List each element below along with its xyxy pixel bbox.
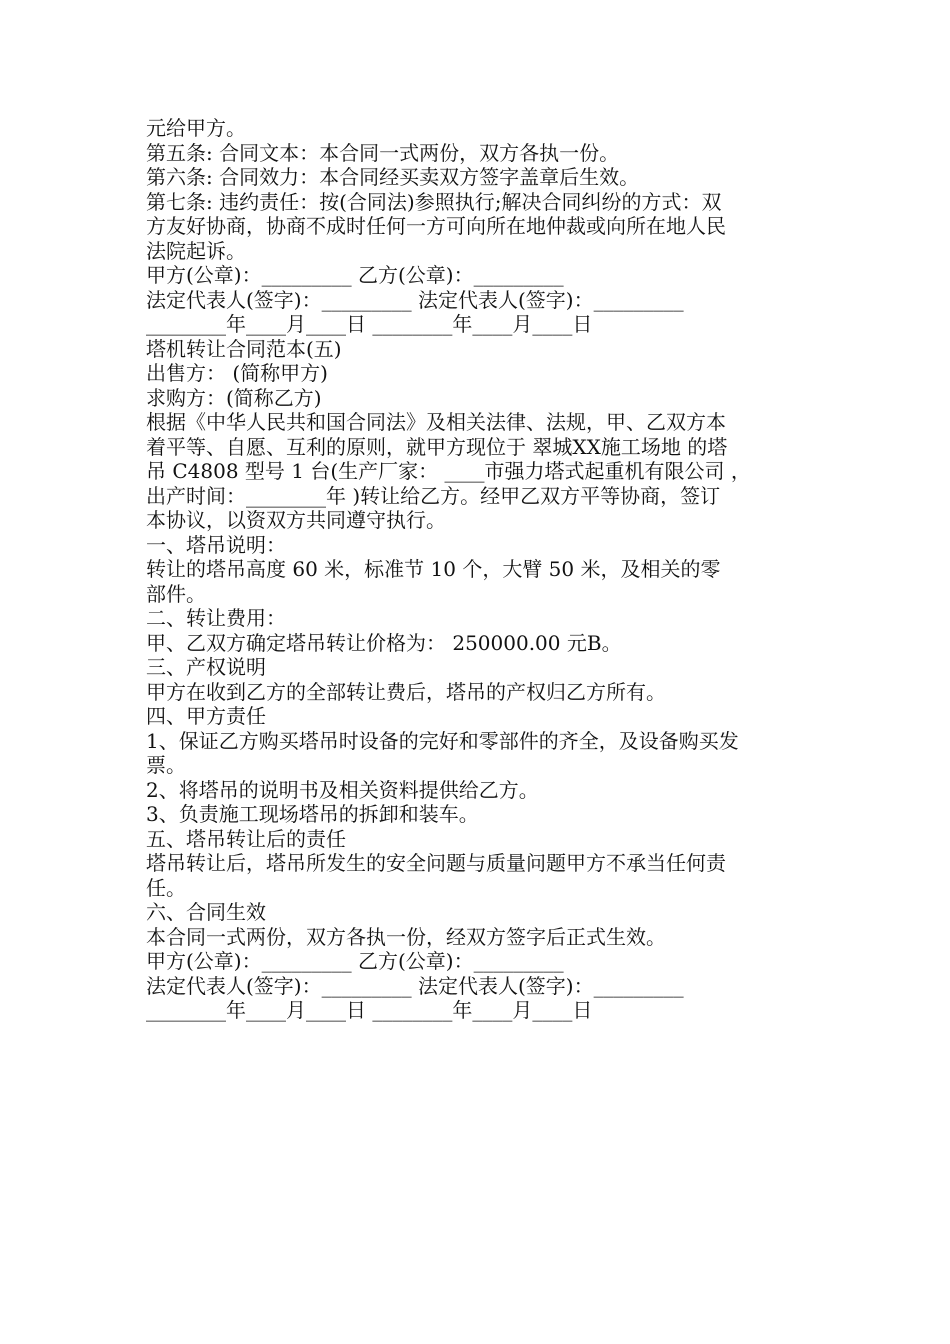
section-heading: 四、甲方责任 [146,704,266,728]
body-text: 甲方在收到乙方的全部转让费后，塔吊的产权归乙方所有。 [146,679,666,704]
body-text: 任。 [146,875,186,900]
section-title: 塔机转让合同范本(五) [146,336,342,361]
clause-5-text-contract: 第五条: 合同文本：本合同一式两份，双方各执一份。 [146,140,620,165]
section-heading: 三、产权说明 [146,655,266,679]
preamble-text: 出产时间：________年 )转让给乙方。经甲乙双方平等协商，签订 [146,483,721,508]
section-heading: 五、塔吊转让后的责任 [146,826,346,851]
seal-line: 甲方(公章)：_________ 乙方(公章)：_________ [146,263,564,287]
list-item: 票。 [146,753,186,777]
clause-6-effect: 第六条: 合同效力：本合同经买卖双方签字盖章后生效。 [146,165,640,189]
preamble-text: 着平等、自愿、互利的原则，就甲方现位于 翠城XX施工场地 的塔 [146,434,728,459]
text-line: 元给甲方。 [146,116,246,140]
representative-signature-line: 法定代表人(签字)：_________ 法定代表人(签字)：_________ [146,973,684,998]
preamble-text: 本协议，以资双方共同遵守执行。 [146,508,446,532]
section-heading: 六、合同生效 [146,900,266,924]
text-line: 方友好协商，协商不成时任何一方可向所在地仲裁或向所在地人民 [146,214,726,238]
body-text: 甲、乙双方确定塔吊转让价格为： 250000.00 元B。 [146,630,622,655]
list-item: 3、负责施工现场塔吊的拆卸和装车。 [146,802,479,826]
body-text: 塔吊转让后，塔吊所发生的安全问题与质量问题甲方不承当任何责 [146,851,726,875]
preamble-text: 根据《中华人民共和国合同法》及相关法律、法规，甲、乙双方本 [146,410,726,434]
date-line: ________年____月____日 ________年____月____日 [146,312,593,336]
date-line: ________年____月____日 ________年____月____日 [146,998,593,1022]
text-line: 法院起诉。 [146,238,246,263]
body-text: 转让的塔吊高度 60 米，标准节 10 个，大臂 50 米，及相关的零 [146,557,721,581]
preamble-text: 吊 C4808 型号 1 台(生产厂家： ____市强力塔式起重机有限公司 ， [146,459,751,483]
list-item: 1、保证乙方购买塔吊时设备的完好和零部件的齐全，及设备购买发 [146,728,739,753]
buyer-line: 求购方：(简称乙方) [146,385,322,410]
clause-7-liability: 第七条: 违约责任：按(合同法)参照执行;解决合同纠纷的方式：双 [146,189,722,214]
section-heading: 二、转让费用： [146,606,286,630]
body-text: 部件。 [146,581,206,606]
list-item: 2、将塔吊的说明书及相关资料提供给乙方。 [146,777,539,802]
body-text: 本合同一式两份，双方各执一份，经双方签字后正式生效。 [146,924,666,949]
section-heading: 一、塔吊说明： [146,532,286,557]
representative-signature-line: 法定代表人(签字)：_________ 法定代表人(签字)：_________ [146,287,684,312]
seal-line: 甲方(公章)：_________ 乙方(公章)：_________ [146,949,564,973]
document-page [146,116,814,1023]
seller-line: 出售方： (简称甲方) [146,361,328,385]
